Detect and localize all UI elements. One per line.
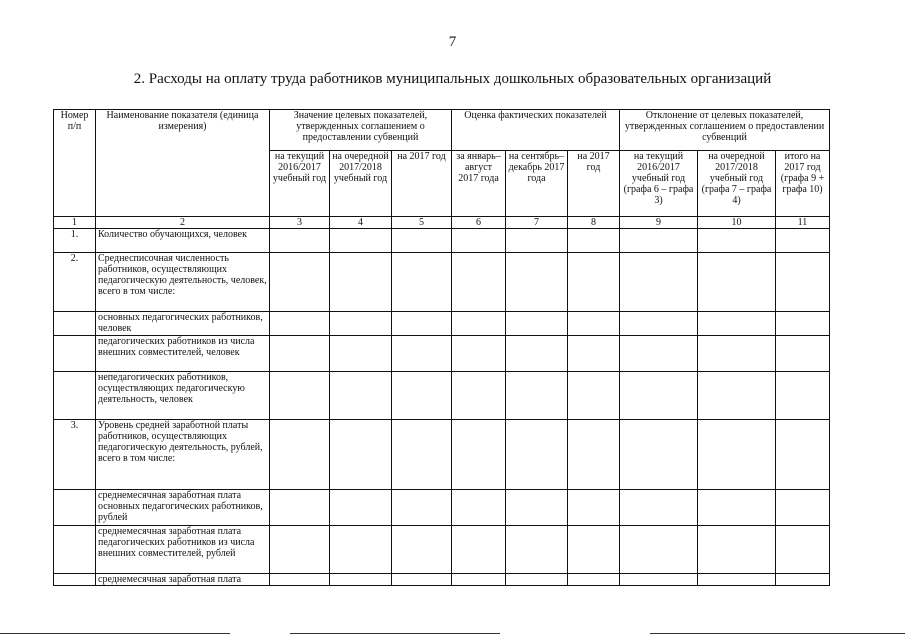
column-number: 1: [54, 217, 96, 229]
data-cell: [506, 312, 568, 336]
header-sub: на 2017 год: [568, 151, 620, 217]
data-cell: [392, 574, 452, 586]
data-cell: [270, 372, 330, 420]
row-label: основных педагогических работников, человек: [96, 312, 270, 336]
data-cell: [330, 312, 392, 336]
data-cell: [568, 420, 620, 490]
data-cell: [776, 526, 830, 574]
header-actual-estimate: Оценка фактических показателей: [452, 110, 620, 151]
data-cell: [330, 336, 392, 372]
column-number: 3: [270, 217, 330, 229]
page-heading: 2. Расходы на оплату труда работников муниципальных дошкольных образовательных организаций: [133, 71, 772, 87]
table-row: [54, 372, 830, 420]
data-cell: [568, 490, 620, 526]
data-cell: [330, 253, 392, 312]
data-cell: [392, 526, 452, 574]
data-cell: [620, 490, 698, 526]
header-row-groups: [54, 110, 830, 151]
header-sub: на текущий 2016/2017 учебный год (графа 6 – графа 3): [620, 151, 698, 217]
column-number: 9: [620, 217, 698, 229]
column-number: 8: [568, 217, 620, 229]
data-cell: [270, 526, 330, 574]
data-cell: [506, 372, 568, 420]
row-number: 3.: [54, 420, 96, 490]
header-sub: на очередной 2017/2018 учебный год (графа 7 – графа 4): [698, 151, 776, 217]
data-cell: [506, 526, 568, 574]
data-cell: [776, 312, 830, 336]
data-cell: [452, 574, 506, 586]
row-number: [54, 312, 96, 336]
data-cell: [620, 229, 698, 253]
data-cell: [568, 372, 620, 420]
data-cell: [776, 253, 830, 312]
data-cell: [392, 312, 452, 336]
row-label: среднемесячная заработная плата основных педагогических работников, рублей: [96, 490, 270, 526]
table-row: [54, 253, 830, 312]
data-cell: [330, 372, 392, 420]
column-number: 10: [698, 217, 776, 229]
table-row: [54, 526, 830, 574]
data-cell: [776, 490, 830, 526]
data-cell: [620, 336, 698, 372]
data-cell: [620, 312, 698, 336]
header-sub: за январь–август 2017 года: [452, 151, 506, 217]
data-cell: [452, 490, 506, 526]
row-number: [54, 574, 96, 586]
data-cell: [698, 526, 776, 574]
data-cell: [452, 526, 506, 574]
table-row: [54, 490, 830, 526]
data-cell: [698, 336, 776, 372]
data-cell: [620, 574, 698, 586]
data-cell: [452, 336, 506, 372]
data-cell: [620, 372, 698, 420]
data-cell: [568, 574, 620, 586]
data-cell: [270, 574, 330, 586]
page-number: 7: [448, 34, 457, 50]
data-cell: [392, 253, 452, 312]
row-number: [54, 490, 96, 526]
header-sub: на текущий 2016/2017 учебный год: [270, 151, 330, 217]
header-target-values: Значение целевых показателей, утвержденных соглашением о предоставлении субвенций: [270, 110, 452, 151]
data-cell: [392, 420, 452, 490]
data-cell: [620, 253, 698, 312]
data-cell: [506, 229, 568, 253]
scan-edge-line: [650, 633, 905, 634]
data-cell: [776, 372, 830, 420]
data-cell: [392, 372, 452, 420]
data-cell: [452, 420, 506, 490]
data-cell: [506, 336, 568, 372]
data-cell: [776, 574, 830, 586]
row-label: среднемесячная заработная плата: [96, 574, 270, 586]
data-cell: [392, 336, 452, 372]
data-cell: [452, 229, 506, 253]
data-cell: [698, 490, 776, 526]
table-row: [54, 420, 830, 490]
data-cell: [620, 420, 698, 490]
data-cell: [392, 229, 452, 253]
row-label: непедагогических работников, осуществляющих педагогическую деятельность, человек: [96, 372, 270, 420]
header-row-number: Номер п/п: [54, 110, 96, 217]
data-cell: [568, 253, 620, 312]
data-cell: [568, 229, 620, 253]
data-cell: [330, 574, 392, 586]
column-number: 2: [96, 217, 270, 229]
data-cell: [698, 574, 776, 586]
scan-edge-line: [290, 633, 500, 634]
data-cell: [270, 420, 330, 490]
data-cell: [330, 420, 392, 490]
data-cell: [392, 490, 452, 526]
header-sub: итого на 2017 год (графа 9 + графа 10): [776, 151, 830, 217]
table-row: [54, 229, 830, 253]
data-cell: [776, 420, 830, 490]
row-label: Количество обучающихся, человек: [96, 229, 270, 253]
column-number-row: [54, 217, 830, 229]
row-number: [54, 526, 96, 574]
payroll-table: [53, 109, 830, 586]
column-number: 7: [506, 217, 568, 229]
table-row: [54, 336, 830, 372]
column-number: 11: [776, 217, 830, 229]
data-cell: [776, 229, 830, 253]
data-cell: [270, 490, 330, 526]
data-cell: [330, 229, 392, 253]
data-cell: [330, 490, 392, 526]
scan-edge-line: [0, 633, 230, 634]
data-cell: [698, 372, 776, 420]
row-label: среднемесячная заработная плата педагогических работников из числа внешних совместителей, рублей: [96, 526, 270, 574]
row-label: Среднесписочная численность работников, осуществляющих педагогическую деятельность, человек, всего в том числе:: [96, 253, 270, 312]
table-row: [54, 312, 830, 336]
data-cell: [568, 336, 620, 372]
data-cell: [506, 490, 568, 526]
row-label: Уровень средней заработной платы работников, осуществляющих педагогическую деятельность, рублей, всего в том числе:: [96, 420, 270, 490]
data-cell: [620, 526, 698, 574]
row-number: 2.: [54, 253, 96, 312]
table-row: [54, 574, 830, 586]
data-cell: [506, 420, 568, 490]
data-cell: [452, 312, 506, 336]
data-cell: [698, 312, 776, 336]
column-number: 5: [392, 217, 452, 229]
data-cell: [452, 372, 506, 420]
data-cell: [270, 253, 330, 312]
header-sub: на 2017 год: [392, 151, 452, 217]
data-cell: [330, 526, 392, 574]
data-cell: [568, 526, 620, 574]
row-label: педагогических работников из числа внешних совместителей, человек: [96, 336, 270, 372]
data-cell: [270, 336, 330, 372]
data-cell: [270, 229, 330, 253]
data-cell: [698, 420, 776, 490]
row-number: [54, 336, 96, 372]
column-number: 6: [452, 217, 506, 229]
row-number: [54, 372, 96, 420]
data-cell: [506, 574, 568, 586]
data-cell: [776, 336, 830, 372]
data-cell: [270, 312, 330, 336]
data-cell: [452, 253, 506, 312]
data-cell: [698, 229, 776, 253]
data-cell: [506, 253, 568, 312]
data-cell: [698, 253, 776, 312]
data-cell: [568, 312, 620, 336]
header-indicator: Наименование показателя (единица измерения): [96, 110, 270, 217]
column-number: 4: [330, 217, 392, 229]
row-number: 1.: [54, 229, 96, 253]
header-sub: на сентябрь–декабрь 2017 года: [506, 151, 568, 217]
header-sub: на очередной 2017/2018 учебный год: [330, 151, 392, 217]
header-deviation: Отклонение от целевых показателей, утвержденных соглашением о предоставлении субвенций: [620, 110, 830, 151]
